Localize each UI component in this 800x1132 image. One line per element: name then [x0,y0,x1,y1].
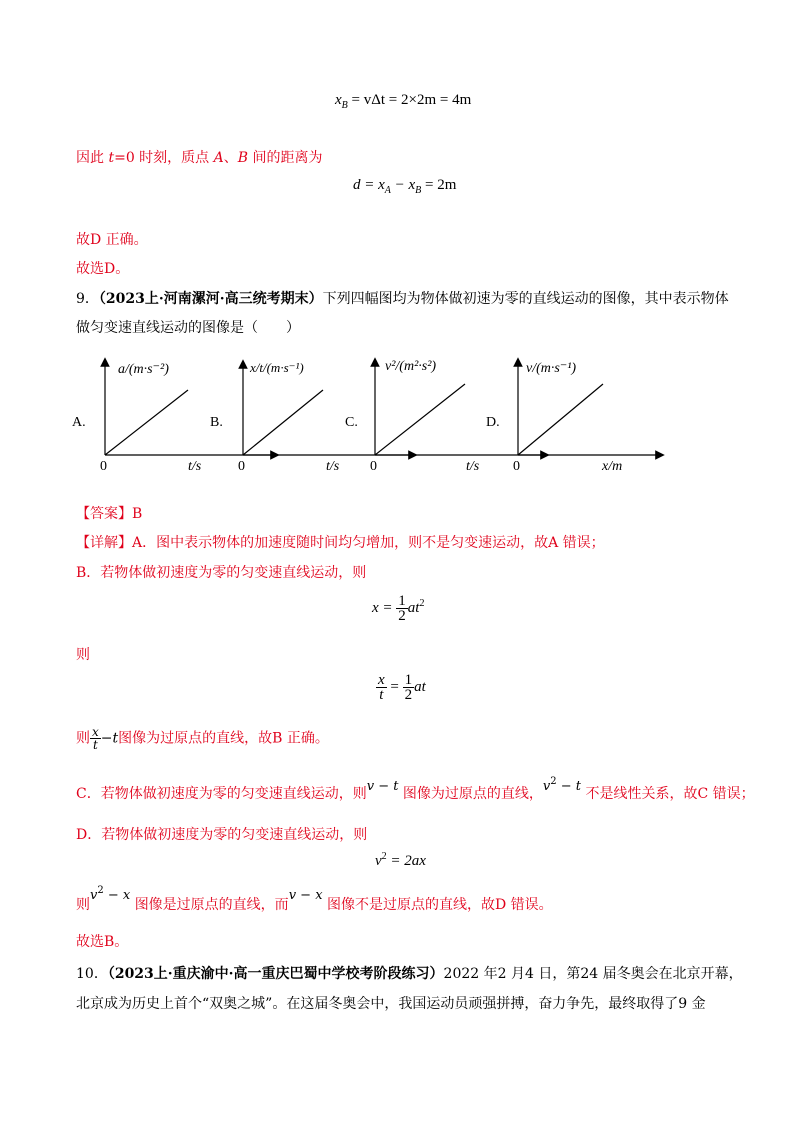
equation-x-over-t: $\frac{x}{t}$ = $\frac{1}{2}$ at [378,672,426,703]
question-9-line1: 9．（2023上·河南漯河·高三统考期末）下列四幅图均为物体做初速为零的直线运动的图像，其中表示物体 [76,291,729,307]
graph-d-ylabel: v/(m·s⁻¹) [526,361,577,376]
explain-d-line1: D．若物体做初速度为零的匀变速直线运动，则 [76,827,368,843]
graph-b [210,360,413,474]
then-line-1: 则 [76,647,90,663]
option-a-label: A. [72,415,86,430]
graph-c-origin: 0 [370,459,377,474]
graph-a-origin: 0 [100,459,107,474]
graph-b-xlabel: t/s [326,459,340,474]
graph-a-ylabel: a/(m·s⁻²) [118,362,169,377]
option-d-label: D. [486,415,500,430]
graph-b-origin: 0 [238,459,245,474]
graph-d-origin: 0 [513,459,520,474]
option-c-label: C. [345,415,358,430]
graph-c-line [375,384,465,455]
explain-a-line: 【详解】A．图中表示物体的加速度随时间均匀增加，则不是匀变速运动，故A 错误； [76,535,605,551]
graph-b-ylabel: x/t/(m·s⁻¹) [250,360,304,375]
answer-line: 【答案】B [76,506,143,522]
explain-c-line: C．若物体做初速度为零的匀变速直线运动，则v − t 图像为过原点的直线，$v^2 - t$ 不是线性关系，故C 错误； [76,776,755,802]
choose-d-line: 故选D。 [76,261,130,277]
graph-c [345,359,545,474]
graph-b-line [243,390,323,455]
equation-v2: $v^2 = 2ax$ [375,851,426,869]
graph-d-line [518,384,603,455]
explain-b-line1: B．若物体做初速度为零的匀变速直线运动，则 [76,565,367,581]
therefore-line: 因此 t=0 时刻，质点 A、B 间的距离为 [76,150,323,166]
explain-d-line2: 则$v^2 - x$ 图像是过原点的直线，而v − x 图像不是过原点的直线，故D 错误。 [76,885,553,913]
graph-d-xlabel: x/m [602,459,623,474]
graph-a [72,362,275,474]
question-10-line2: 北京成为历史上首个“双奥之城”。在这届冬奥会中，我国运动员顽强拼搏，奋力争先，最终取得了9 金 [76,996,706,1012]
question-10-line1: 10．（2023上·重庆渝中·高一重庆巴蜀中学校考阶段练习）2022 年2 月4 日，第24 届冬奥会在北京开幕， [76,966,743,982]
option-b-label: B. [210,415,223,430]
graph-a-line [105,390,188,455]
equation-d: $d = x_A - x_B = 2m$ [353,177,457,196]
graph-c-xlabel: t/s [466,459,480,474]
equation-xB: $x_B = v\Delta t = 2\times 2m = 4m$ [335,92,472,111]
graph-a-xlabel: t/s [188,459,202,474]
d-correct-line: 故D 正确。 [76,232,148,248]
equation-x: x = $\frac{1}{2}$ $at^2$ [372,593,425,624]
graph-d [486,361,660,474]
question-9-line2: 做匀变速直线运动的图像是（ ） [76,320,300,336]
choose-b-line: 故选B。 [76,934,129,950]
explain-b-line2: 则 $\frac{x}{t}$ −t图像为过原点的直线，故B 正确。 [76,725,329,752]
option-graphs [70,350,670,475]
graph-c-ylabel: v²/(m²·s²) [385,359,437,374]
